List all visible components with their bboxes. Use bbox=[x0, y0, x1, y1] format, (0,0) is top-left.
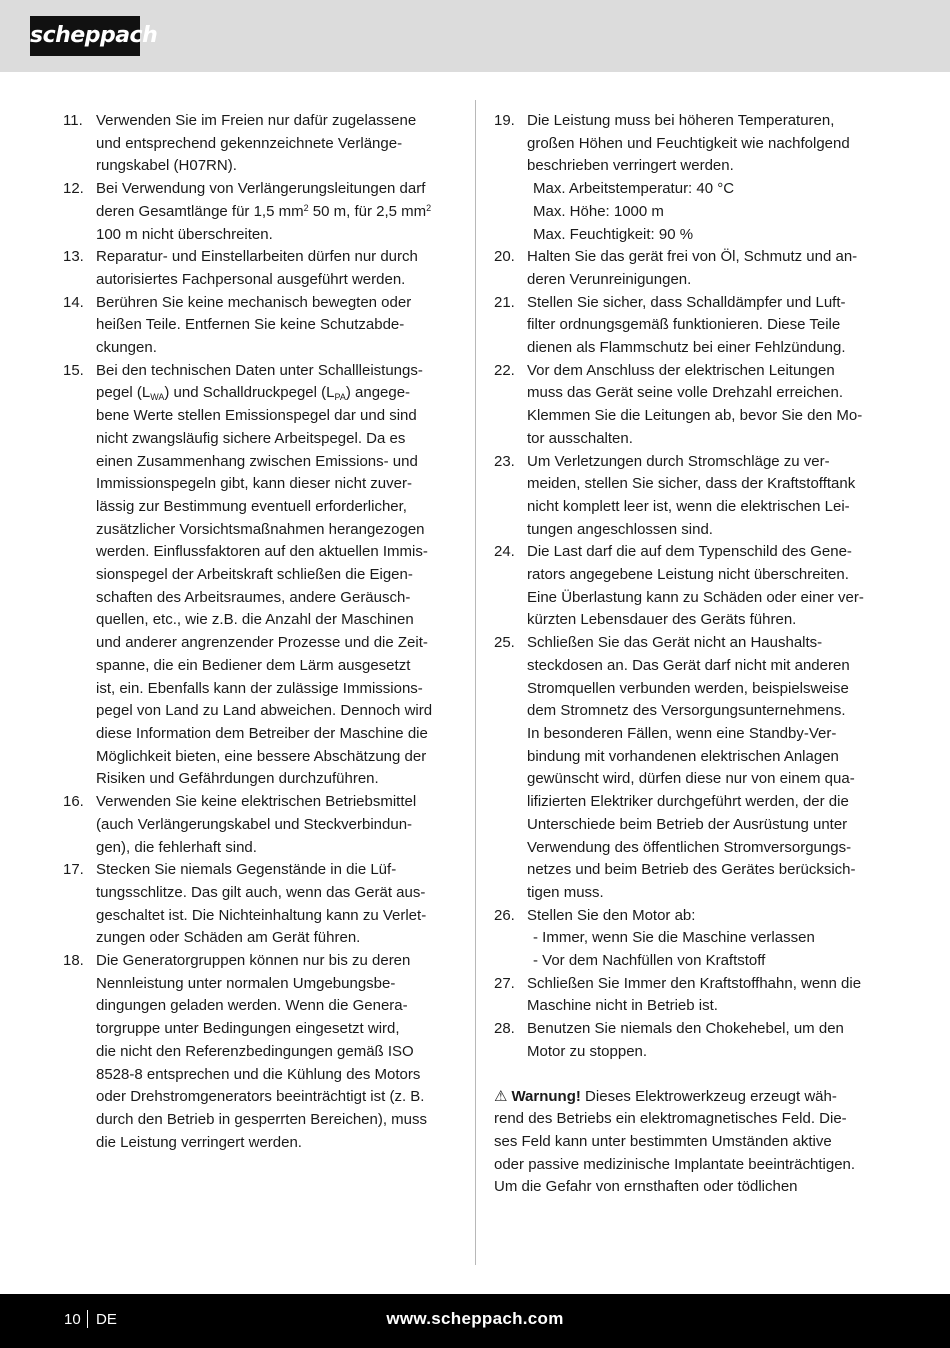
item-number: 13. bbox=[63, 248, 84, 266]
warning-label: Warnung! bbox=[511, 1087, 581, 1105]
item-text: Die Last darf die auf dem Typenschild des Gene- rators angegebene Leistung nicht überschreiten. Eine Überlastung kann zu Schäden oder einer ver- kürzten Lebensdauer des Geräts führen. bbox=[527, 543, 864, 629]
item-text: Die Leistung muss bei höheren Temperaturen, großen Höhen und Feuchtigkeit wie nachfolgend beschrieben verringert werden. Max. Arbeitstemperatur: 40 °C Max. Höhe: 1000 m Max. Feuchtigkeit: 90 % bbox=[527, 112, 850, 243]
list-item bbox=[494, 905, 887, 973]
item-number: 14. bbox=[63, 293, 84, 311]
right-column bbox=[494, 110, 887, 1199]
item-text: Stellen Sie sicher, dass Schalldämpfer und Luft- filter ordnungsgemäß funktionieren. Diese Teile dienen als Flammschutz bei einer Fehlzündung. bbox=[527, 293, 846, 357]
item-text: Verwenden Sie keine elektrischen Betriebsmittel (auch Verlängerungskabel und Steckverbindun- gen), die fehlerhaft sind. bbox=[96, 793, 417, 856]
item-text: Stellen Sie den Motor ab: - Immer, wenn Sie die Maschine verlassen - Vor dem Nachfüllen von Kraftstoff bbox=[527, 906, 815, 970]
item-number: 11. bbox=[63, 112, 83, 129]
item-text: Vor dem Anschluss der elektrischen Leitungen muss das Gerät seine volle Drehzahl erreichen. Klemmen Sie die Leitungen ab, bevor Sie den Mo- tor ausschalten. bbox=[527, 361, 863, 447]
item-text: Benutzen Sie niemals den Chokehebel, um den Motor zu stoppen. bbox=[527, 1020, 844, 1060]
item-number: 25. bbox=[494, 634, 515, 652]
list-item bbox=[494, 541, 887, 632]
item-number: 26. bbox=[494, 906, 515, 924]
left-column bbox=[63, 110, 456, 1154]
item-text: Bei Verwendung von Verlängerungsleitungen darf deren Gesamtlänge für 1,5 $mm^2$ 50 m, für 2,5 $mm^2$ 100 m nicht überschreiten. bbox=[96, 180, 432, 243]
page-header bbox=[0, 0, 950, 72]
item-number: 16. bbox=[63, 793, 84, 811]
item-number: 12. bbox=[63, 180, 84, 198]
warning-block: ⚠ Warnung! Dieses Elektrowerkzeug erzeugt wäh- rend des Betriebs ein elektromagnetisches Feld. Die- ses Feld kann unter bestimmten Umständen aktive oder passive medizinische Implantate beeinträchtigen. Um die Gefahr von ernsthaften oder tödlichen bbox=[494, 1087, 856, 1196]
list-item bbox=[494, 360, 887, 451]
item-number: 17. bbox=[63, 861, 84, 879]
column-divider bbox=[475, 100, 476, 1265]
page-number: 10 bbox=[64, 1311, 81, 1328]
item-text: Reparatur- und Einstellarbeiten dürfen nur durch autorisiertes Fachpersonal ausgeführt werden. bbox=[96, 248, 418, 288]
list-item bbox=[494, 292, 887, 360]
item-number: 28. bbox=[494, 1020, 515, 1038]
scheppach-logo: scheppach bbox=[30, 16, 140, 56]
list-item bbox=[63, 360, 456, 791]
website-url[interactable]: www.scheppach.com bbox=[386, 1309, 564, 1328]
page-footer bbox=[0, 1294, 950, 1348]
list-item bbox=[63, 110, 456, 178]
list-item bbox=[494, 110, 887, 246]
list-item bbox=[63, 246, 456, 291]
item-text: Bei den technischen Daten unter Schallleistungs- pegel $(L_{WA})$ und Schalldruckpegel $(L_{PA})$ angege- bene Werte stellen Emissionspegel dar und sind nicht zwangsläufig sichere Arbeitspegel. Da es einen Zusammenhang zwischen Emissions- und Immissionspegeln gibt, kann dieser nicht zuver- lässig zur Bestimmung eventuell erforderlicher, zusätzlicher Vorsichtsmaßnahmen herangezogen werden. Einflussfaktoren auf den aktuellen Immis- sionspegel der Arbeitskraft schließen die Eigen- schaften des Arbeitsraumes, andere Geräusch- quellen, etc., wie z.B. die Anzahl der Maschinen und anderer angrenzender Prozesse und die Zeit- spanne, die ein Bediener dem Lärm ausgesetzt ist, ein. Ebenfalls kann der zulässige Immissions- pegel von Land zu Land abweichen. Dennoch wird diese Information dem Betreiber der Maschine die Möglichkeit bieten, eine bessere Abschätzung der Risiken und Gefährdungen durchzuführen. bbox=[96, 361, 433, 788]
list-item bbox=[63, 950, 456, 1154]
item-number: 18. bbox=[63, 952, 84, 970]
item-number: 24. bbox=[494, 543, 515, 561]
language-code: DE bbox=[96, 1311, 117, 1328]
item-number: 22. bbox=[494, 361, 515, 379]
item-text: Die Generatorgruppen können nur bis zu deren Nennleistung unter normalen Umgebungsbe- dingungen geladen werden. Wenn die Genera- torgruppe unter Bedingungen eingesetzt wird, die nicht den Referenzbedingungen gemäß ISO 8528-8 entsprechen und die Kühlung des Motors oder Drehstromgenerators beeinträchtigt ist (z. B. durch den Betrieb in gesperrten Bereichen), muss die Leistung verringert werden. bbox=[96, 952, 428, 1151]
list-item bbox=[63, 292, 456, 360]
item-number: 19. bbox=[494, 112, 515, 129]
list-item bbox=[494, 632, 887, 904]
list-item bbox=[494, 973, 887, 1018]
item-text: Halten Sie das gerät frei von Öl, Schmutz und an- deren Verunreinigungen. bbox=[527, 248, 858, 288]
item-text: Schließen Sie das Gerät nicht an Haushalts- steckdosen an. Das Gerät darf nicht mit anderen Stromquellen verbunden werden, beispielsweise dem Stromnetz des Versorgungsunternehmens. In besonderen Fällen, wenn eine Standby-Ver- bindung mit vorhandenen elektrischen Anlagen gewünscht wird, dürfen diese nur von einem qua- lifizierten Elektriker durchgeführt werden, der die Unterschiede beim Betrieb der Ausrüstung unter Verwendung des öffentlichen Stromversorgungs- netzes und beim Betrieb des Gerätes berücksich- tigen muss. bbox=[527, 634, 856, 901]
item-number: 21. bbox=[494, 293, 515, 311]
item-text: Verwenden Sie im Freien nur dafür zugelassene und entsprechend gekennzeichnete Verlänge- rungskabel (H07RN). bbox=[96, 112, 417, 175]
item-text: Schließen Sie Immer den Kraftstoffhahn, wenn die Maschine nicht in Betrieb ist. bbox=[527, 974, 862, 1015]
list-item bbox=[63, 859, 456, 950]
item-text: Um Verletzungen durch Stromschläge zu ver- meiden, stellen Sie sicher, dass der Kraftstofftank nicht komplett leer ist, wenn die elektrischen Lei- tungen angeschlossen sind. bbox=[527, 452, 856, 538]
list-item bbox=[494, 451, 887, 542]
item-text: Stecken Sie niemals Gegenstände in die Lüf- tungsschlitze. Das gilt auch, wenn das Gerät aus- geschaltet ist. Die Nichteinhaltung kann zu Verlet- zungen oder Schäden am Gerät führen. bbox=[96, 861, 427, 947]
item-number: 20. bbox=[494, 248, 515, 266]
warning-triangle-icon: ⚠ bbox=[494, 1087, 508, 1105]
list-item bbox=[494, 1018, 887, 1063]
list-item bbox=[63, 791, 456, 859]
item-number: 23. bbox=[494, 452, 515, 470]
list-item bbox=[494, 246, 887, 291]
item-number: 27. bbox=[494, 974, 515, 992]
list-item bbox=[63, 178, 456, 246]
item-text: Berühren Sie keine mechanisch bewegten oder heißen Teile. Entfernen Sie keine Schutzabde- ckungen. bbox=[96, 293, 412, 357]
item-number: 15. bbox=[63, 361, 84, 379]
